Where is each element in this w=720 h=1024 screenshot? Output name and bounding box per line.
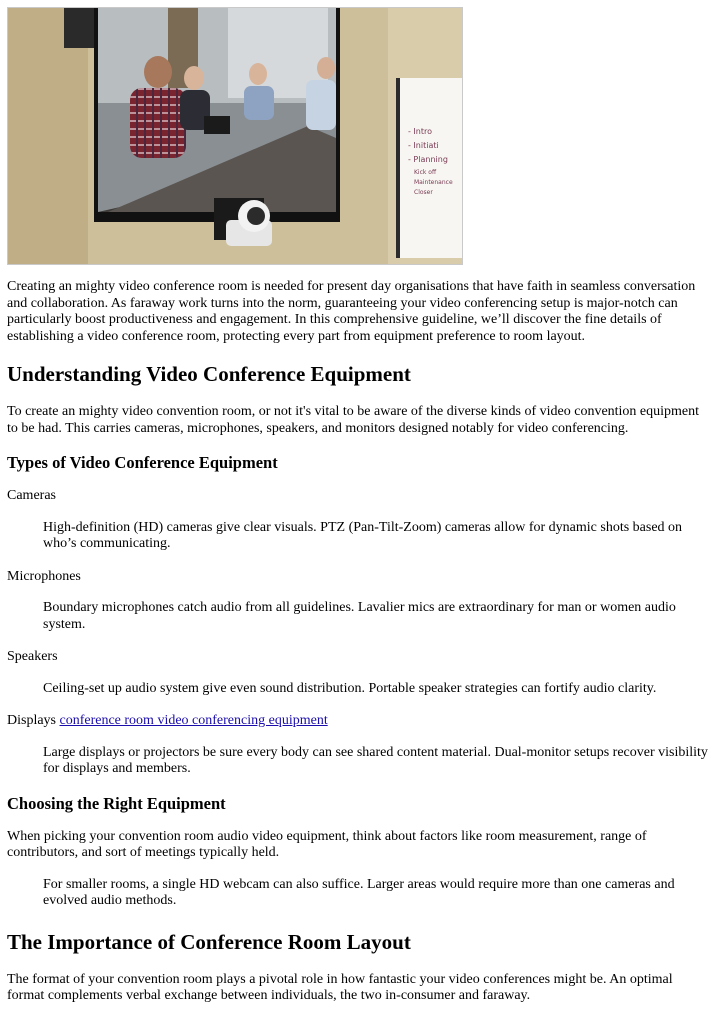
term-speakers: Speakers <box>7 649 58 664</box>
svg-text:- Planning: - Planning <box>408 155 448 164</box>
heading-room-layout: The Importance of Conference Room Layout <box>7 929 411 954</box>
heading-understanding-equipment: Understanding Video Conference Equipment <box>7 362 411 386</box>
heading-types-of-equipment: Types of Video Conference Equipment <box>7 453 278 472</box>
term-microphones: Microphones <box>7 568 81 584</box>
layout-paragraph: The format of your convention room plays a pivotal role in how fantastic your video conferences might be. An optimal format complements verbal exchange between individuals, the two in-consumer and faraway. <box>7 971 673 1003</box>
term-displays <box>7 713 713 730</box>
term-displays-label: Displays <box>7 713 56 728</box>
equipment-link[interactable]: conference room video conferencing equipment <box>59 713 328 728</box>
svg-text:Closer: Closer <box>414 189 433 196</box>
svg-text:- Intro: - Intro <box>408 127 433 136</box>
choosing-paragraph: When picking your convention room audio video equipment, think about factors like room measurement, range of contributors, and sort of meetings typically held. <box>7 828 647 860</box>
desc-speakers: Ceiling-set up audio system give even sound distribution. Portable speaker strategies can fortify audio clarity. <box>43 680 657 696</box>
desc-microphones: Boundary microphones catch audio from all guidelines. Lavalier mics are extraordinary for man or women audio system. <box>43 600 676 632</box>
heading-choosing-equipment: Choosing the Right Equipment <box>7 793 226 813</box>
equipment-types-list <box>7 488 713 778</box>
article <box>0 7 720 1005</box>
choosing-note: For smaller rooms, a single HD webcam can also suffice. Larger areas would require more than one cameras and evolved audio methods. <box>43 876 675 908</box>
desc-cameras: High-definition (HD) cameras give clear visuals. PTZ (Pan-Tilt-Zoom) cameras allow for dynamic shots based on who’s communicating. <box>43 519 683 551</box>
svg-text:Maintenance: Maintenance <box>414 179 453 186</box>
conference-room-photo <box>7 7 463 265</box>
svg-text:Kick off: Kick off <box>414 169 437 176</box>
svg-text:- Initiati: - Initiati <box>408 141 439 150</box>
term-cameras: Cameras <box>7 488 56 503</box>
equipment-intro-paragraph: To create an mighty video convention room, or not it's vital to be aware of the diverse kinds of video convention equipment to be had. This carries cameras, microphones, speakers, and monitors designed notably for video conferencing. <box>7 404 700 436</box>
intro-paragraph: Creating an mighty video conference room is needed for present day organisations that have faith in seamless conversation and collaboration. As faraway work turns into the norm, guaranteeing your video conferencing setup is major-notch can particularly boost productiveness and engagement. In this comprehensive guideline, we’ll discover the fine details of establishing a video conference room, protecting every part from equipment preference to room layout. <box>7 279 696 344</box>
desc-displays: Large displays or projectors be sure every body can see shared content material. Dual-monitor setups recover visibility for displays and members. <box>43 744 708 776</box>
